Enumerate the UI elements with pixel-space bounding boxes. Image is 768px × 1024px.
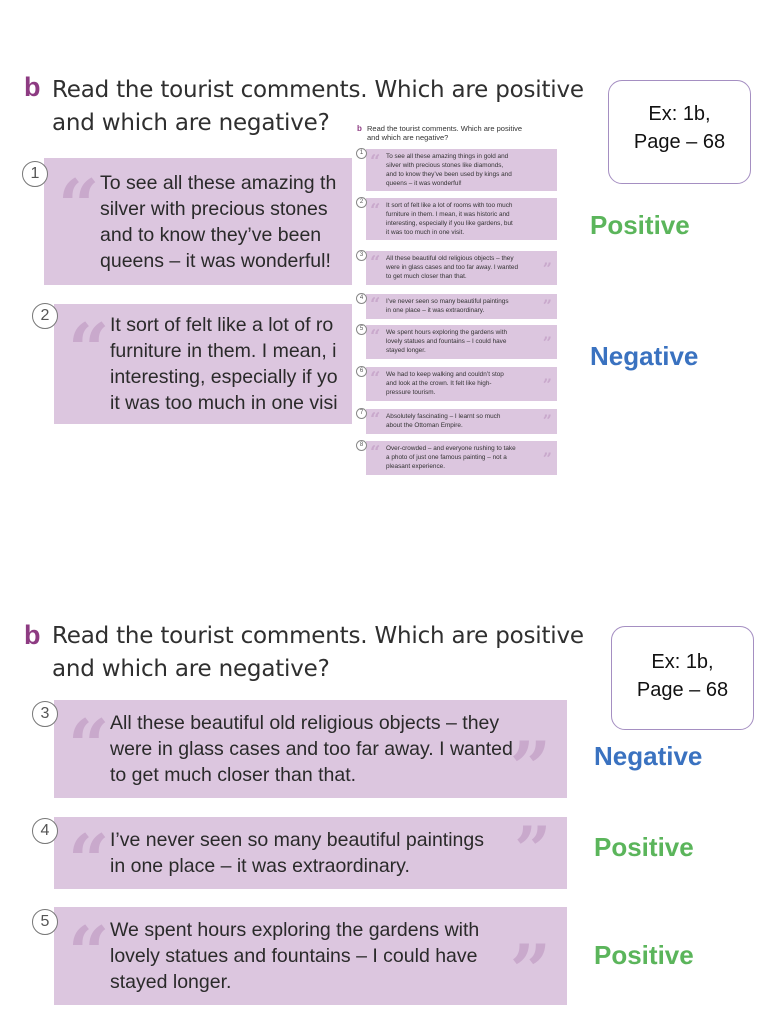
comment-line: to get much closer than that. (110, 764, 357, 786)
thumbnail-line: Absolutely fascinating – I learnt so much (386, 413, 501, 420)
thumbnail-line: We had to keep walking and couldn’t stop (386, 371, 504, 378)
thumbnail-line: and to know they’ve been used by kings and (386, 171, 512, 178)
comment-line: and to know they’ve been (100, 224, 322, 246)
close-quote-icon: ” (542, 333, 552, 352)
thumbnail-number-badge: 4 (356, 293, 367, 304)
heading-line-1: Read the tourist comments. Which are positive (52, 77, 584, 103)
thumbnail-number-badge: 5 (356, 324, 367, 335)
thumbnail-line: I’ve never seen so many beautiful paintings (386, 298, 509, 305)
close-quote-icon: ” (542, 449, 552, 468)
thumbnail-line: it was too much in one visit. (386, 229, 465, 236)
thumbnail-line: silver with precious stones like diamonds, (386, 162, 504, 169)
verdict-label: Positive (594, 940, 694, 970)
thumbnail-line: were in glass cases and too far away. I wanted (386, 264, 519, 271)
thumbnail-item-5 (366, 325, 557, 359)
exercise-thumbnail (352, 115, 566, 480)
comment-line: furniture in them. I mean, i (110, 340, 337, 362)
close-quote-icon: ” (509, 725, 551, 798)
exercise-reference-box (608, 80, 751, 184)
thumbnail-line: lovely statues and fountains – I could have (386, 338, 507, 345)
comment-box-2 (54, 304, 354, 424)
comment-box-5 (54, 907, 567, 1005)
thumbnail-line: furniture in them. I mean, it was historic and (386, 211, 510, 218)
thumbnail-item-6 (366, 367, 557, 401)
comment-number-badge: 2 (32, 303, 58, 329)
thumbnail-section-letter: b (357, 124, 362, 133)
thumbnail-item-2 (366, 198, 557, 240)
close-quote-icon: ” (542, 375, 552, 394)
open-quote-icon: “ (68, 910, 110, 995)
thumbnail-number-badge: 3 (356, 250, 367, 261)
close-quote-icon: ” (509, 928, 551, 1005)
open-quote-icon: “ (370, 409, 381, 430)
thumbnail-line: All these beautiful old religious objects – they (386, 255, 514, 262)
thumbnail-item-3 (366, 251, 557, 285)
thumbnail-line: about the Ottoman Empire. (386, 422, 463, 429)
comment-line: lovely statues and fountains – I could have (110, 945, 478, 967)
comment-number-badge: 1 (22, 161, 48, 187)
comment-line: silver with precious stones (100, 198, 328, 220)
exercise-reference-box (611, 626, 754, 730)
open-quote-icon: “ (68, 307, 110, 392)
thumbnail-line: Over-crowded – and everyone rushing to take (386, 445, 516, 452)
comment-line: interesting, especially if yo (110, 366, 338, 388)
verdict-label: Positive (594, 832, 694, 862)
thumbnail-number-badge: 2 (356, 197, 367, 208)
thumbnail-line: We spent hours exploring the gardens with (386, 329, 508, 336)
open-quote-icon: “ (370, 200, 381, 221)
thumbnail-item-8 (366, 441, 557, 475)
thumbnail-heading-line: Read the tourist comments. Which are positive (367, 124, 523, 133)
comment-number-badge: 5 (32, 909, 58, 935)
comment-line: it was too much in one visi (110, 392, 338, 414)
comment-line: I’ve never seen so many beautiful paintings (110, 829, 484, 851)
open-quote-icon: “ (58, 163, 100, 248)
reference-line-2: Page – 68 (633, 131, 726, 153)
comment-line: It sort of felt like a lot of ro (110, 314, 334, 336)
close-quote-icon: ” (542, 259, 552, 278)
reference-line-1: Ex: 1b, (648, 103, 711, 125)
thumbnail-line: It sort of felt like a lot of rooms with too much (386, 202, 513, 209)
comment-line: queens – it was wonderful! (100, 250, 331, 272)
comment-number-badge: 3 (32, 701, 58, 727)
thumbnail-line: queens – it was wonderful! (386, 180, 462, 187)
heading-line-1: Read the tourist comments. Which are positive (52, 623, 584, 649)
verdict-label: Negative (594, 741, 703, 771)
thumbnail-line: in one place – it was extraordinary. (386, 307, 485, 314)
close-quote-icon: ” (514, 817, 551, 888)
thumbnail-line: stayed longer. (386, 347, 426, 354)
thumbnail-heading-line: and which are negative? (367, 133, 449, 142)
heading-line-2: and which are negative? (52, 656, 330, 682)
section-letter: b (24, 72, 41, 102)
thumbnail-line: pleasant experience. (386, 463, 445, 470)
comment-line: in one place – it was extraordinary. (110, 855, 410, 877)
open-quote-icon: “ (370, 252, 381, 273)
open-quote-icon: “ (68, 818, 110, 889)
open-quote-icon: “ (370, 442, 381, 463)
thumbnail-number-badge: 8 (356, 440, 367, 451)
comment-number-badge: 4 (32, 818, 58, 844)
close-quote-icon: ” (542, 411, 552, 430)
thumbnail-number-badge: 7 (356, 408, 367, 419)
open-quote-icon: “ (68, 703, 110, 788)
thumbnail-item-4 (366, 294, 557, 319)
comment-box-1 (44, 158, 354, 285)
comment-line: We spent hours exploring the gardens with (110, 919, 480, 941)
comment-line: were in glass cases and too far away. I wanted (110, 738, 513, 760)
thumbnail-item-7 (366, 409, 557, 434)
thumbnail-line: a photo of just one famous painting – not a (386, 454, 507, 461)
thumbnail-number-badge: 6 (356, 366, 367, 377)
thumbnail-number-badge: 1 (356, 148, 367, 159)
comment-line: To see all these amazing th (100, 172, 337, 194)
thumbnail-line: to get much closer than that. (386, 273, 467, 280)
open-quote-icon: “ (370, 326, 381, 347)
thumbnail-line: interesting, especially if you like gardens, but (386, 220, 513, 227)
verdict-label: Positive (590, 210, 690, 240)
section-letter: b (24, 620, 41, 650)
comment-line: stayed longer. (110, 971, 232, 993)
thumbnail-line: and look at the crown. It felt like high- (386, 380, 492, 387)
verdict-label: Negative (590, 341, 699, 371)
comment-box-4 (54, 817, 567, 889)
comment-box-3 (54, 700, 567, 798)
reference-line-1: Ex: 1b, (651, 651, 714, 673)
thumbnail-line: To see all these amazing things in gold and (386, 153, 509, 160)
heading-line-2: and which are negative? (52, 110, 330, 136)
thumbnail-line: pressure tourism. (386, 389, 436, 396)
open-quote-icon: “ (370, 368, 381, 389)
open-quote-icon: “ (370, 151, 381, 172)
comment-line: All these beautiful old religious objects – they (110, 712, 500, 734)
close-quote-icon: ” (542, 296, 552, 315)
open-quote-icon: “ (370, 294, 381, 315)
thumbnail-item-1 (366, 149, 557, 191)
reference-line-2: Page – 68 (636, 679, 729, 701)
